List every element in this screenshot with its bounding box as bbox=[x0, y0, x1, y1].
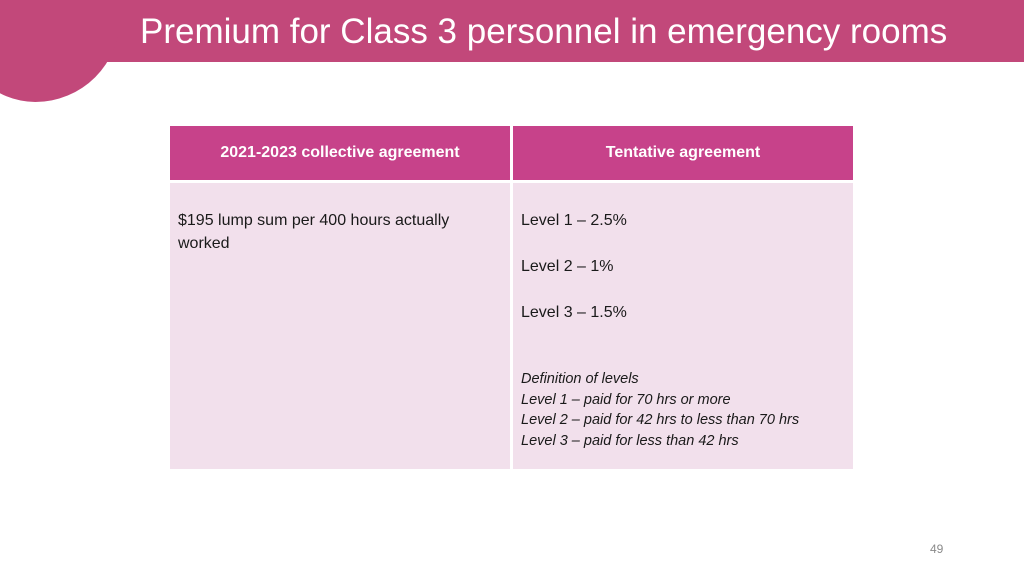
definition-level-1: Level 1 – paid for 70 hrs or more bbox=[521, 391, 731, 408]
page-number: 49 bbox=[930, 542, 944, 556]
cell-current-agreement bbox=[170, 183, 510, 469]
header-current-agreement: 2021-2023 collective agreement bbox=[170, 126, 510, 180]
current-premium-text: $195 lump sum per 400 hours actually worked bbox=[178, 212, 450, 252]
level-2-rate: Level 2 – 1% bbox=[521, 258, 614, 275]
definition-level-3: Level 3 – paid for less than 42 hrs bbox=[521, 432, 739, 449]
level-definitions bbox=[521, 369, 845, 451]
definitions-title: Definition of levels bbox=[521, 371, 639, 387]
comparison-table bbox=[170, 126, 853, 469]
title-decoration bbox=[0, 0, 120, 102]
header-tentative-agreement: Tentative agreement bbox=[513, 126, 853, 180]
cell-tentative-agreement bbox=[513, 183, 853, 469]
level-1-rate: Level 1 – 2.5% bbox=[521, 212, 627, 229]
slide-title: Premium for Class 3 personnel in emergency rooms bbox=[140, 12, 948, 51]
level-3-rate: Level 3 – 1.5% bbox=[521, 304, 627, 321]
definition-level-2: Level 2 – paid for 42 hrs to less than 70 hrs bbox=[521, 412, 800, 428]
